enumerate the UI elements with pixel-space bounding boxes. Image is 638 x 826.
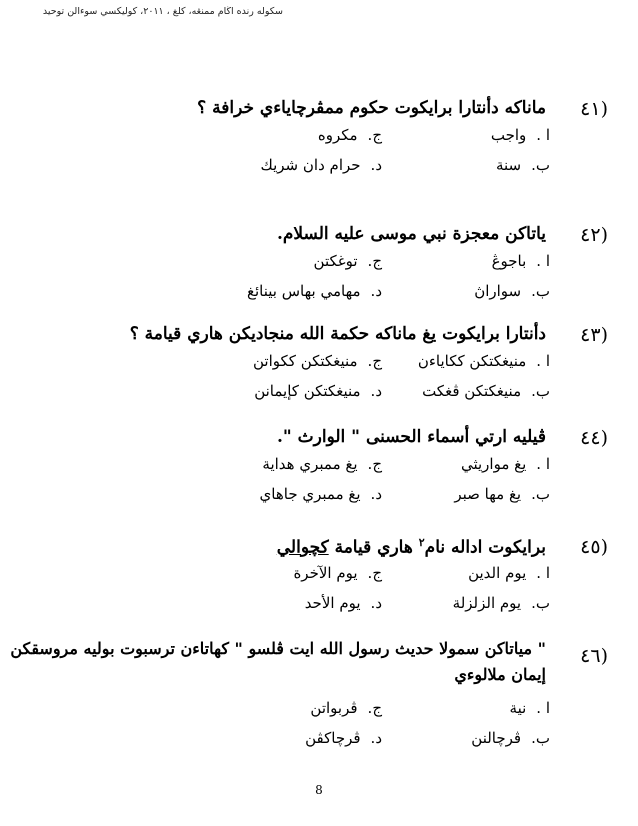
- question-text: ماناکه دأنتارا برايکوت حکوم ممڤرچاياءي خرافة ؟: [197, 98, 546, 118]
- question-number: (٤٥: [580, 536, 608, 558]
- option-a: ا .واجب: [490, 126, 550, 144]
- option-c: ج.توغکتن: [313, 252, 382, 270]
- question-46: [10, 637, 608, 757]
- option-b: ب.سنة: [495, 156, 550, 174]
- option-b: ب.ڤرچالنن: [471, 729, 550, 747]
- option-b: ب.يغ مها صبر: [454, 485, 550, 503]
- question-45: [68, 534, 608, 622]
- option-b: ب.سواراڽ: [474, 282, 550, 300]
- option-c: ج.يغ ممبري هداية: [262, 455, 382, 473]
- question-text: دأنتارا برايکوت يغ ماناکه حکمة الله منجاديکن هاري قيامة ؟: [129, 324, 546, 344]
- option-c: ج.مکروه: [317, 126, 382, 144]
- option-d: د.مهامي بهاس بينائغ: [247, 282, 382, 300]
- option-a: ا .نية: [509, 699, 550, 717]
- question-text: ڤيليه ارتي أسماء الحسنى " الوارث ".: [276, 427, 546, 447]
- question-41: [68, 96, 608, 184]
- question-number: (٤٣: [580, 324, 608, 346]
- option-a: ا .باجوڠ: [491, 252, 550, 270]
- question-text: ياتاکن معجزة نبي موسى عليه السلام.: [276, 224, 546, 244]
- question-number: (٤٦: [580, 645, 608, 667]
- question-text-continued: إيمان ملالوءي: [454, 665, 546, 684]
- question-42: [68, 222, 608, 310]
- page-number: 8: [315, 783, 323, 797]
- underlined-keyword: کچوالي: [276, 537, 329, 558]
- option-a: ا .يغ مواريثي: [460, 455, 550, 473]
- question-number: (٤١: [580, 98, 608, 120]
- question-number: (٤٢: [580, 224, 608, 246]
- question-43: [68, 322, 608, 410]
- option-c: ج.يوم الآخرة: [293, 564, 382, 582]
- option-b: ب.يوم الزلزلة: [452, 594, 550, 612]
- option-d: د.ڤرچاکڤن: [305, 729, 382, 747]
- option-c: ج.ڤربواتن: [310, 699, 382, 717]
- option-d: د.يوم الأحد: [304, 594, 382, 612]
- question-text: " مياتاکن سمولا حديث رسول الله ايت ڤلسو " کهاتاءن ترسبوت بوليه مروسقکن: [10, 639, 546, 658]
- page-header: سکوله رنده اڬام ممنڠه، کلغ ، ٢٠١١، کوليکسي سوءالن توحيد: [42, 6, 283, 17]
- option-d: د.منيغکتکن کإيمانن: [254, 382, 382, 400]
- option-a: ا .يوم الدين: [468, 564, 550, 582]
- option-d: د.حرام دان شريك: [260, 156, 382, 174]
- question-number: (٤٤: [580, 427, 608, 449]
- option-a: ا .منيغکتکن ککاياءن: [417, 352, 550, 370]
- option-d: د.يغ ممبري جاهاي: [259, 485, 382, 503]
- question-44: [68, 425, 608, 513]
- option-b: ب.منيغکتکن ڤغکت: [422, 382, 550, 400]
- question-text: برايکوت اداله نام$^٢$ هاري قيامة کچوالي: [276, 536, 546, 558]
- option-c: ج.منيغکتکن ککواتن: [253, 352, 382, 370]
